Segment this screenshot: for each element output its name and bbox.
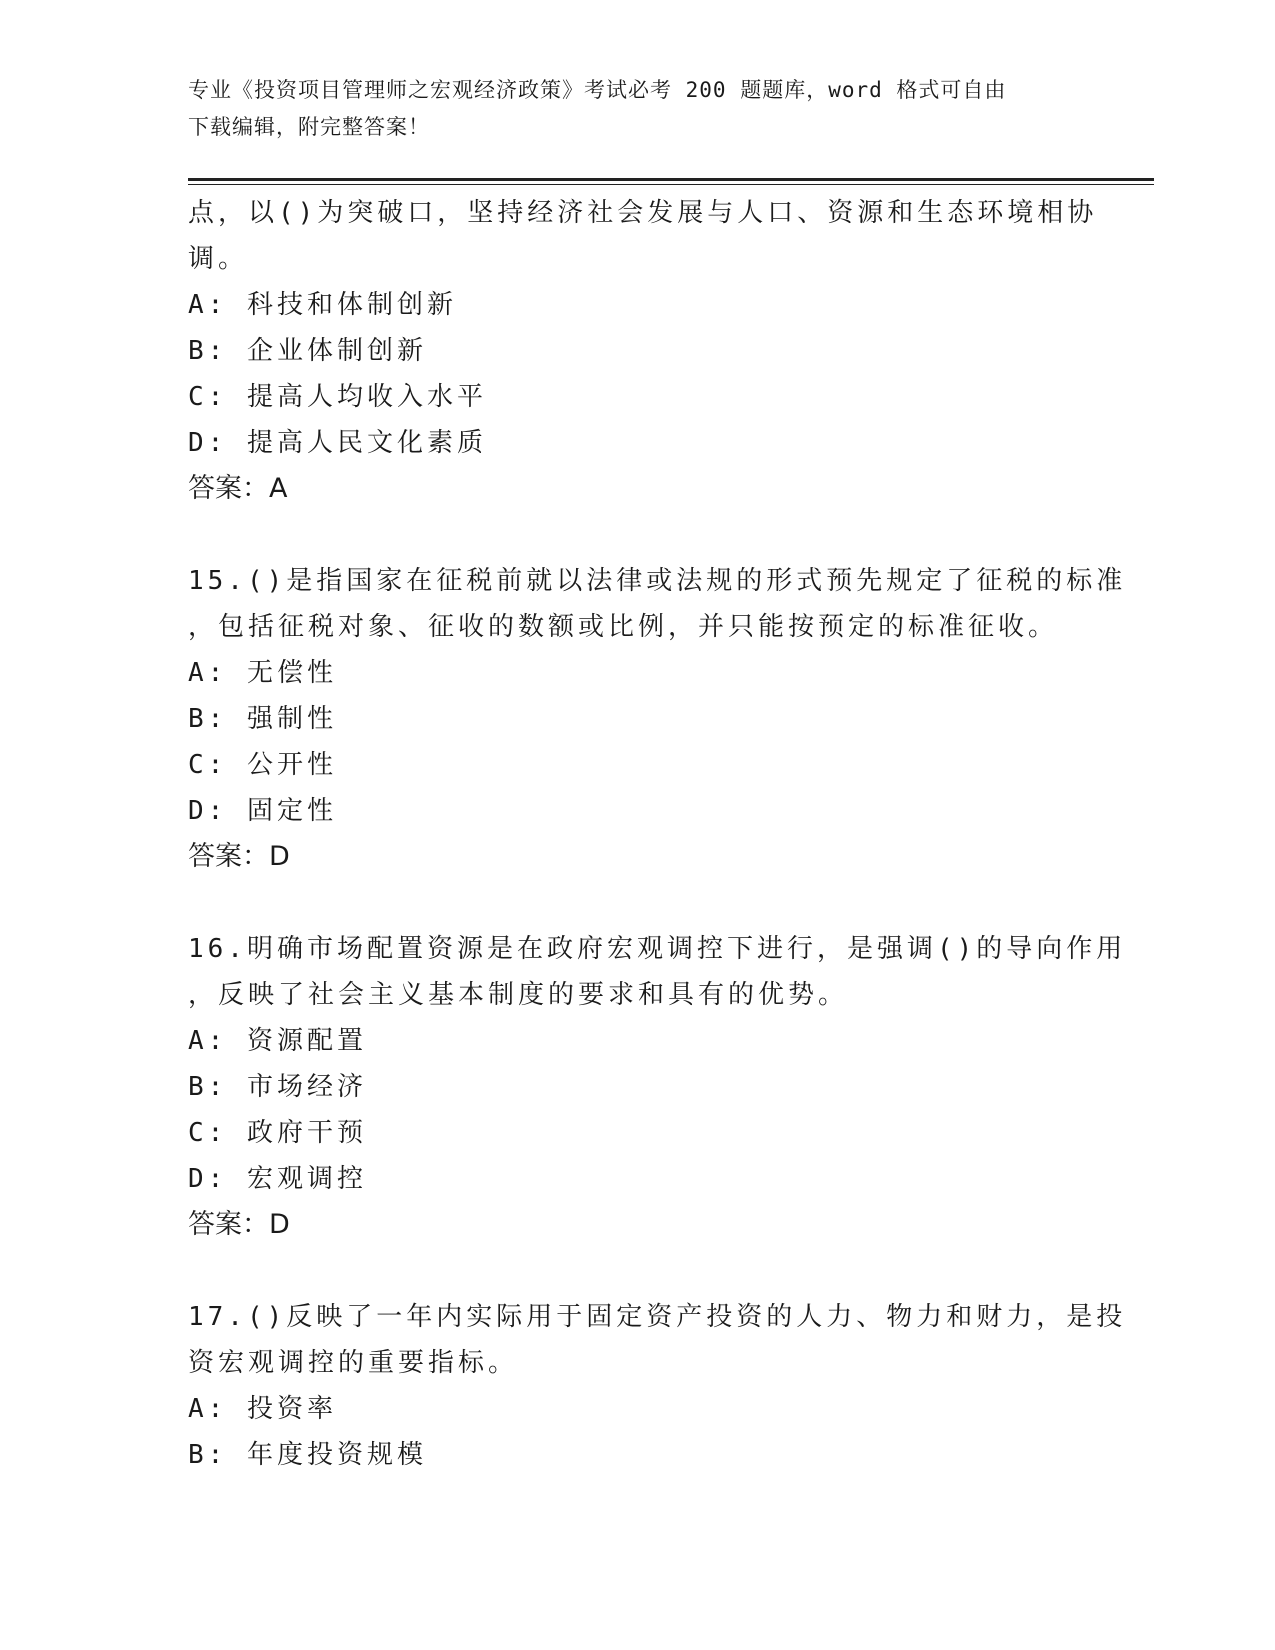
option-b: B: 强制性 [188, 704, 337, 734]
question-stem: 点，以()为突破口，坚持经济社会发展与人口、资源和生态环境相协 [188, 198, 1098, 228]
spacer [188, 512, 1088, 558]
header-divider [188, 178, 1154, 181]
option-a: A: 投资率 [188, 1394, 337, 1424]
header-divider [188, 184, 1154, 185]
header-line: 专业《投资项目管理师之宏观经济政策》考试必考 200 题题库，word 格式可自由 [188, 78, 1007, 102]
option-d: D: 固定性 [188, 796, 337, 826]
document-header [188, 72, 1088, 146]
option-c: C: 提高人均收入水平 [188, 382, 487, 412]
question-list [188, 190, 1127, 1478]
option-a: A: 科技和体制创新 [188, 290, 457, 320]
question-block [188, 926, 1127, 1248]
option-b: B: 企业体制创新 [188, 336, 427, 366]
header-line: 下载编辑，附完整答案！ [188, 115, 430, 139]
question-stem: 调。 [188, 244, 249, 274]
option-a: A: 资源配置 [188, 1026, 367, 1056]
question-stem: ，反映了社会主义基本制度的要求和具有的优势。 [188, 980, 849, 1010]
question-block [188, 558, 1127, 880]
option-d: D: 宏观调控 [188, 1164, 367, 1194]
question-block [188, 190, 1098, 512]
option-a: A: 无偿性 [188, 658, 337, 688]
question-stem: 15.()是指国家在征税前就以法律或法规的形式预先规定了征税的标准 [188, 566, 1127, 596]
question-stem: 17.()反映了一年内实际用于固定资产投资的人力、物力和财力，是投 [188, 1302, 1127, 1332]
spacer [188, 1248, 1088, 1294]
option-c: C: 公开性 [188, 750, 337, 780]
question-stem: 资宏观调控的重要指标。 [188, 1348, 519, 1378]
answer: 答案：A [188, 473, 288, 504]
option-c: C: 政府干预 [188, 1118, 367, 1148]
question-block [188, 1294, 1127, 1478]
option-d: D: 提高人民文化素质 [188, 428, 487, 458]
question-stem: ，包括征税对象、征收的数额或比例，并只能按预定的标准征收。 [188, 612, 1059, 642]
spacer [188, 880, 1088, 926]
answer: 答案：D [188, 1209, 290, 1240]
question-stem: 16.明确市场配置资源是在政府宏观调控下进行，是强调()的导向作用 [188, 934, 1127, 964]
option-b: B: 年度投资规模 [188, 1440, 427, 1470]
option-b: B: 市场经济 [188, 1072, 367, 1102]
answer: 答案：D [188, 841, 290, 872]
